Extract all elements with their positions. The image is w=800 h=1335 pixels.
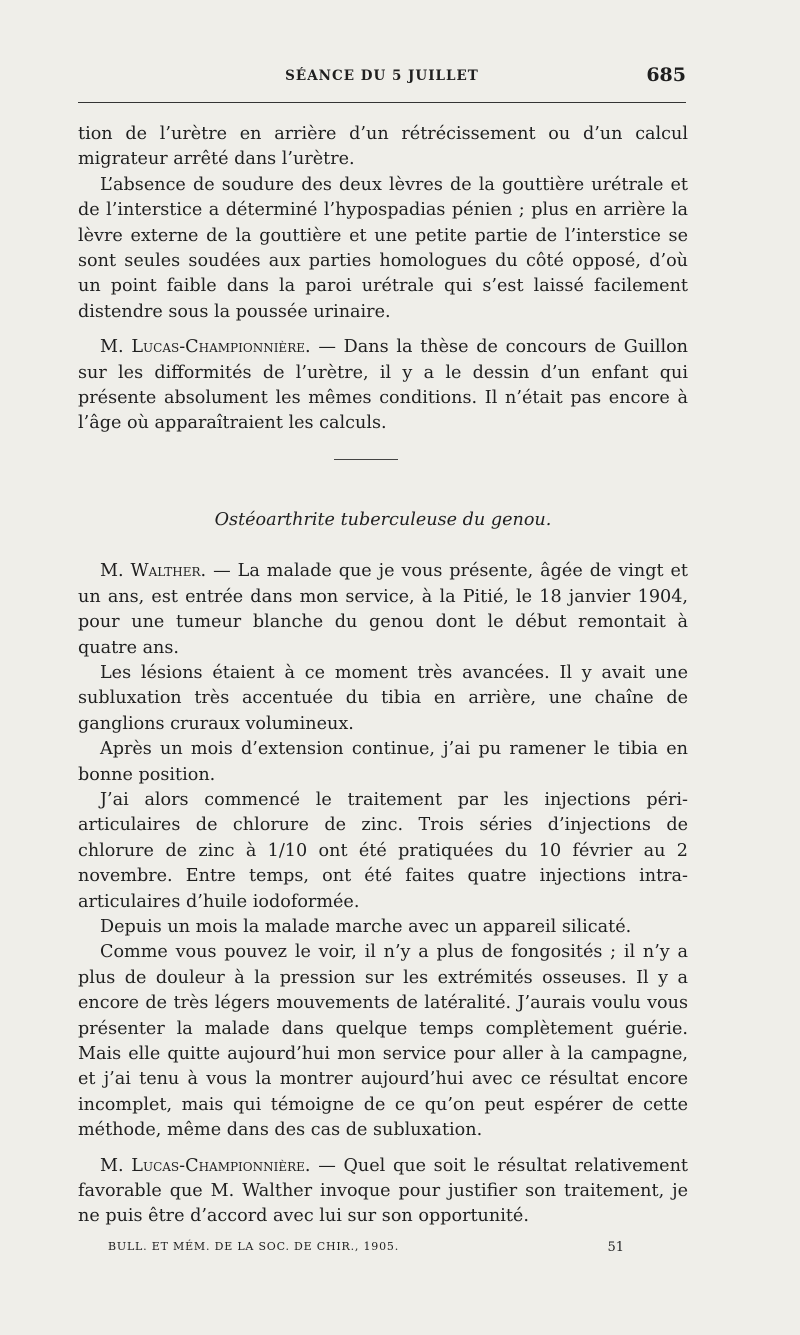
paragraph-8: Depuis un mois la malade marche avec un appareil silicaté. xyxy=(100,916,632,937)
paragraph-7: J’ai alors commencé le traitement par les injections péri-articulaires de chlorure de zinc. Trois séries d’injections de chlorure de zinc à 1/10 ont été pratiquées du 10 février au 2 novembre. Entre temps, ont été faites quatre injections intra-articulaires d’huile iodoformée. xyxy=(78,789,688,912)
header-rule xyxy=(78,102,686,103)
paragraph-text: — Quel que soit le résultat relativement favorable que M. Walther invoque pour justifier son traitement, je ne puis être d’accord avec lui sur son opportunité. xyxy=(78,1155,688,1227)
paragraph-text: — La malade que je vous présente, âgée de vingt et un ans, est entrée dans mon service, à la Pitié, le 18 janvier 1904, pour une tumeur blanche du genou dont le début remontait à quatre ans. xyxy=(78,561,688,658)
page-header xyxy=(78,64,686,90)
paragraph-3 xyxy=(78,335,688,437)
section-title: Ostéoarthrite tuberculeuse du genou. xyxy=(214,509,552,530)
journal-reference: BULL. ET MÉM. DE LA SOC. DE CHIR., 1905. xyxy=(108,1240,399,1253)
body-text xyxy=(78,122,688,1230)
paragraph-2: L’absence de soudure des deux lèvres de la gouttière urétrale et de l’interstice a déterminé l’hypospadias pénien ; plus en arrière la lèvre externe de la gouttière et une petite partie de l’interstice se sont seules soudées aux parties homologues du côté opposé, d’où un point faible dans la paroi urétrale qui s’est laissé facilement distendre sous la poussée urinaire. xyxy=(78,174,688,322)
running-title: SÉANCE DU 5 JUILLET xyxy=(285,68,479,84)
page-footer xyxy=(108,1240,624,1260)
paragraph-1: tion de l’urètre en arrière d’un rétrécissement ou d’un calcul migrateur arrêté dans l’urètre. xyxy=(78,124,688,170)
signature-mark: 51 xyxy=(607,1240,624,1255)
page-number: 685 xyxy=(646,64,686,86)
paragraph-5: Les lésions étaient à ce moment très avancées. Il y avait une subluxation très accentuée du tibia en arrière, une chaîne de ganglions cruraux volumineux. xyxy=(78,662,688,734)
section-divider xyxy=(334,459,398,460)
paragraph-9: Comme vous pouvez le voir, il n’y a plus de fongosités ; il n’y a plus de douleur à la pression sur les extrémités osseuses. Il y a encore de très légers mouvements de latéralité. J’aurais voulu vous présenter la malade dans quelque temps complètement guérie. Mais elle quitte aujourd’hui mon service pour aller à la campagne, et j’ai tenu à vous la montrer aujourd’hui avec ce résultat encore incomplet, mais qui témoigne de ce qu’on peut espérer de cette méthode, même dans des cas de subluxation. xyxy=(78,942,688,1141)
speaker-name: M. Lucas-Championnière. xyxy=(100,337,311,358)
paragraph-4 xyxy=(78,559,688,661)
paragraph-text: — Dans la thèse de concours de Guillon sur les difformités de l’urètre, il y a le dessin d’un enfant qui présente absolument les mêmes conditions. Il n’était pas encore à l’âge où apparaîtraient les calculs. xyxy=(78,337,688,434)
speaker-name: M. Lucas-Championnière. xyxy=(100,1155,311,1176)
paragraph-10 xyxy=(78,1154,688,1230)
speaker-name: M. Walther. xyxy=(100,561,207,582)
paragraph-6: Après un mois d’extension continue, j’ai pu ramener le tibia en bonne position. xyxy=(78,739,688,785)
